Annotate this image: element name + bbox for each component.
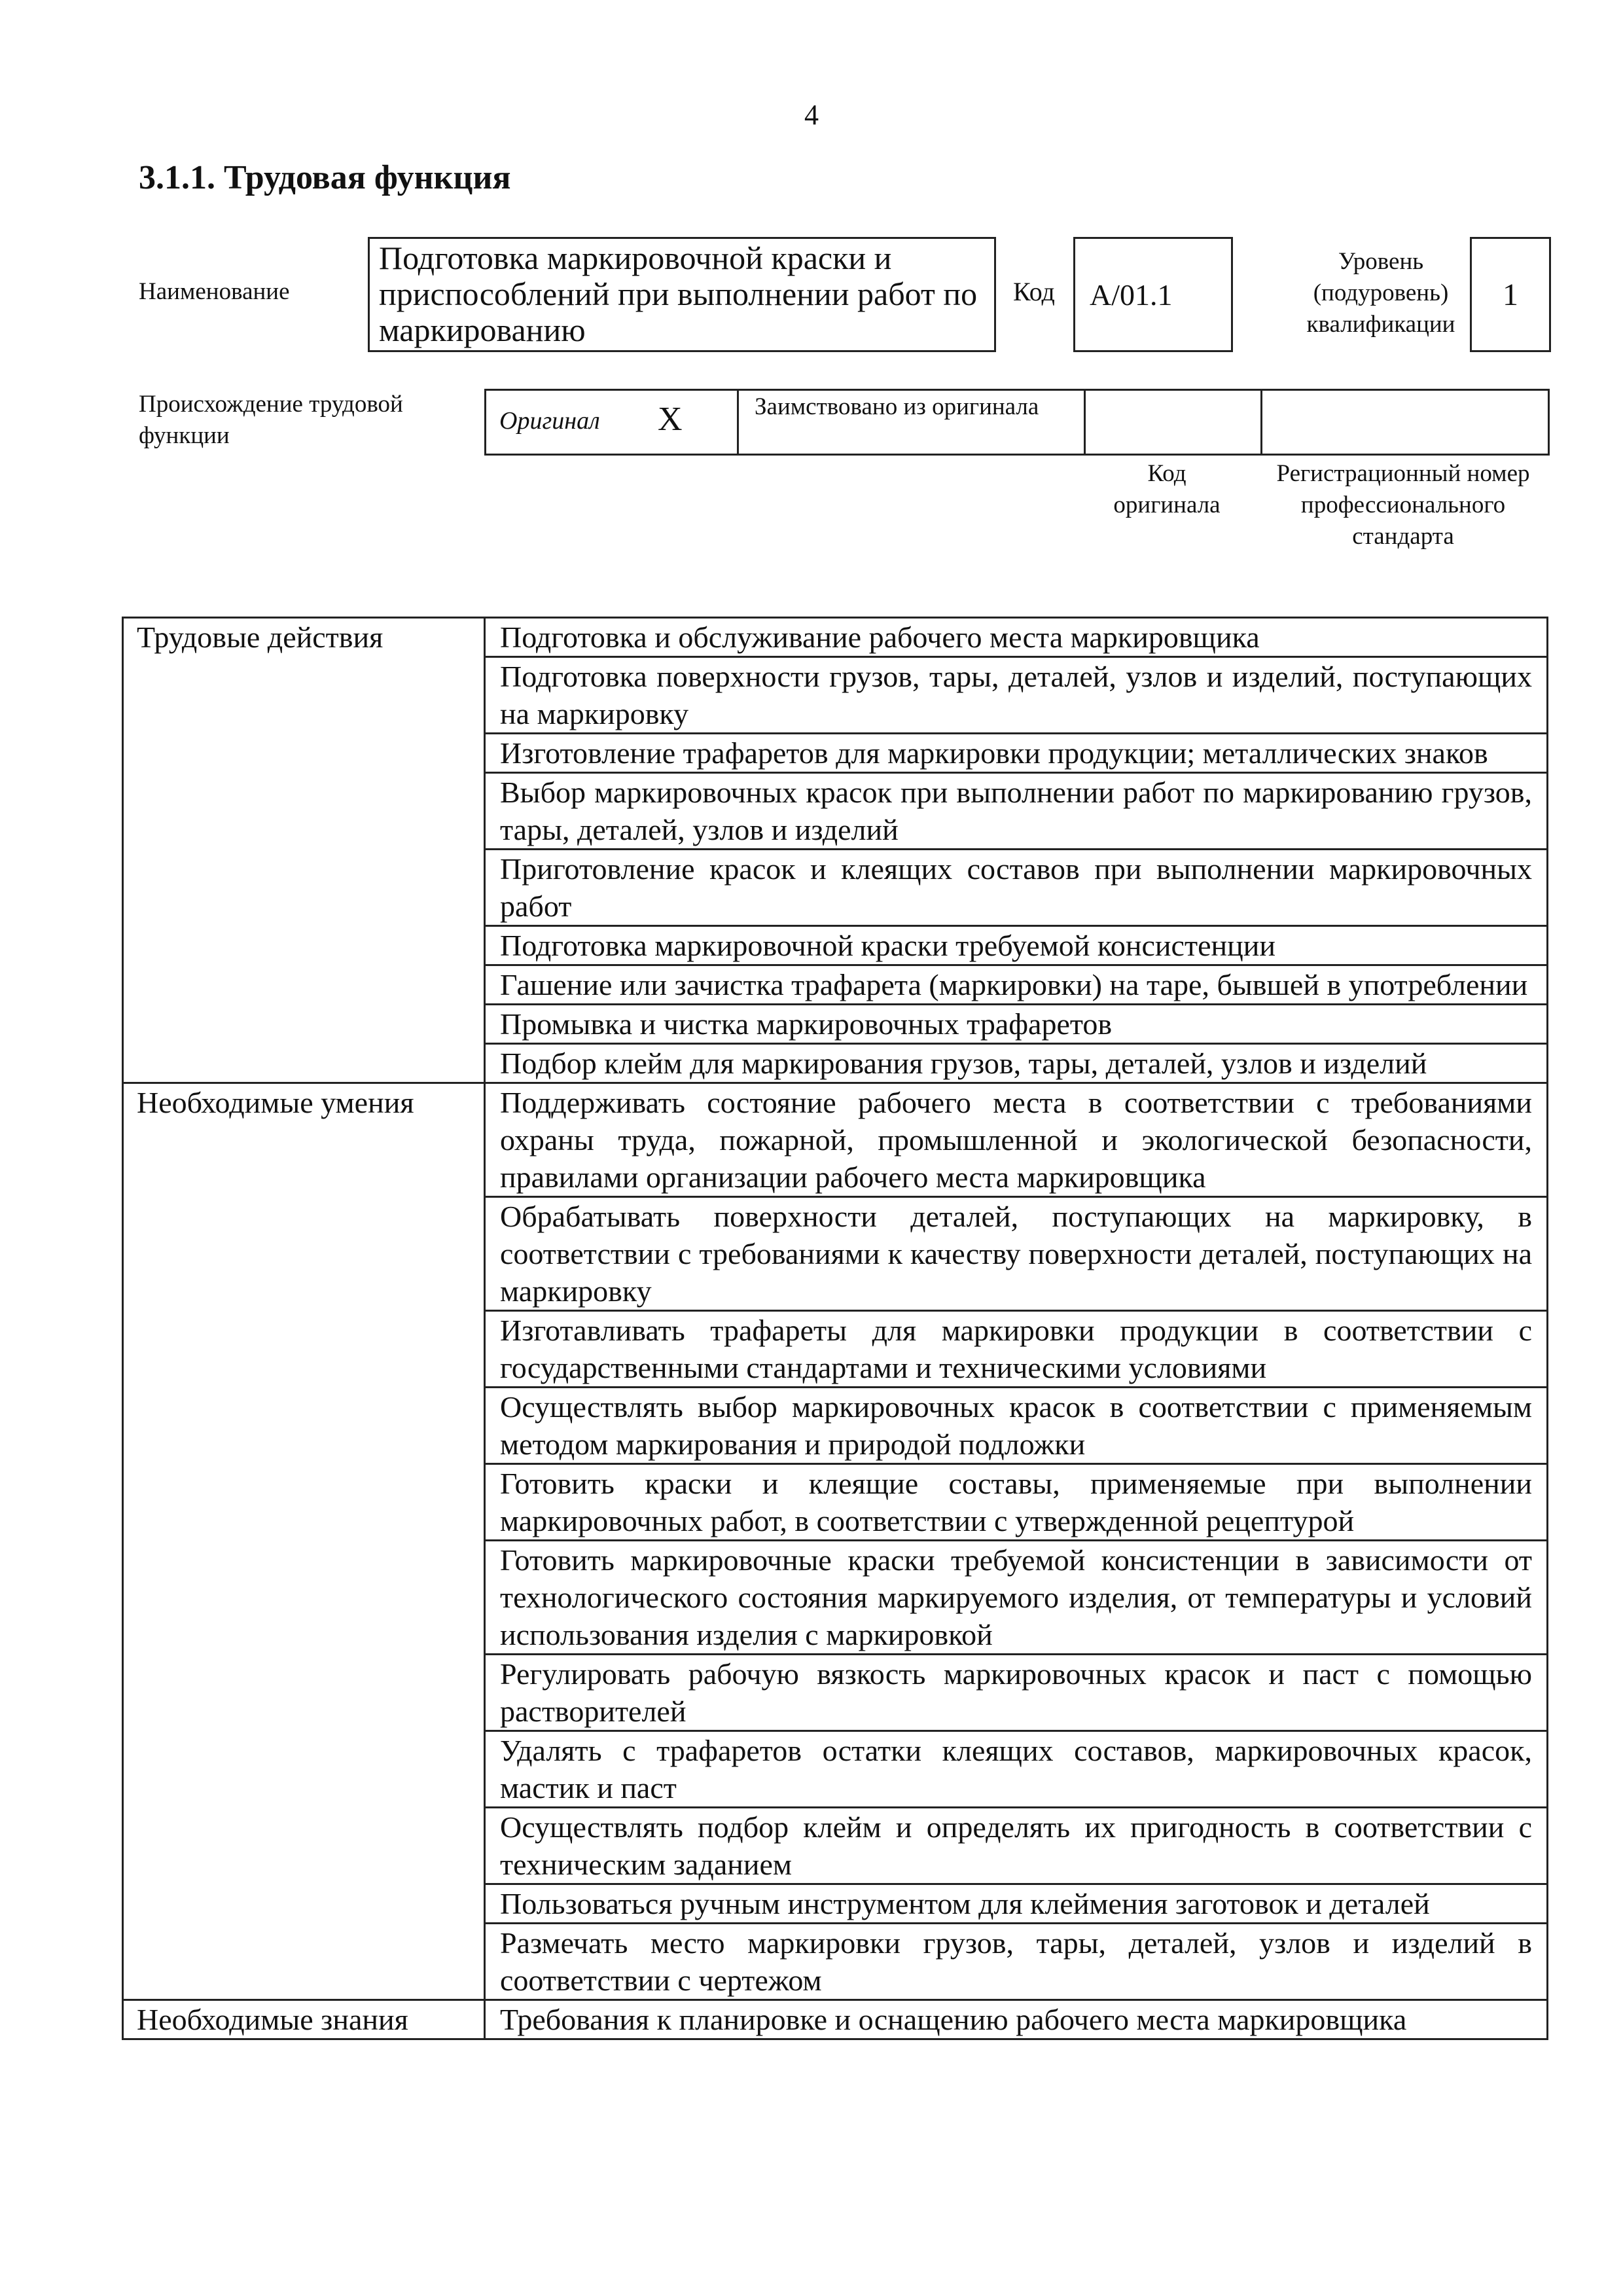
origin-reg-caption: Регистрационный номер профессионального стандарта xyxy=(1276,460,1530,550)
table-cell: Размечать место маркировки грузов, тары, деталей, узлов и изделий в соответствии с чертежом xyxy=(485,1924,1548,2000)
section-header-skills: Необходимые умения xyxy=(123,1083,485,2000)
origin-mark: X xyxy=(658,401,683,438)
table-cell: Гашение или зачистка трафарета (маркировки) на таре, бывшей в употреблении xyxy=(485,965,1548,1005)
origin-code-cell xyxy=(1086,391,1262,454)
origin-table xyxy=(484,389,1550,456)
name-label: Наименование xyxy=(139,278,290,305)
table-cell: Осуществлять выбор маркировочных красок в соответствии с применяемым методом маркирования и природой подложки xyxy=(485,1388,1548,1464)
origin-original-cell xyxy=(486,391,739,454)
table-cell: Пользоваться ручным инструментом для клеймения заготовок и деталей xyxy=(485,1884,1548,1924)
table-cell: Изготавливать трафареты для маркировки продукции в соответствии с государственными стандартами и техническими условиями xyxy=(485,1311,1548,1388)
table-cell: Удалять с трафаретов остатки клеящих составов, маркировочных красок, мастик и паст xyxy=(485,1731,1548,1808)
table-cell: Готовить краски и клеящие составы, применяемые при выполнении маркировочных работ, в соответствии с утвержденной рецептурой xyxy=(485,1464,1548,1541)
origin-reg-cell xyxy=(1262,391,1548,454)
table-cell: Подготовка поверхности грузов, тары, деталей, узлов и изделий, поступающих на маркировку xyxy=(485,657,1548,734)
table-row xyxy=(123,618,1548,657)
origin-label xyxy=(139,389,473,452)
origin-label-text: Происхождение трудовой функции xyxy=(139,391,403,449)
origin-borrowed-cell: Заимствовано из оригинала xyxy=(739,391,1086,454)
origin-original-label: Оригинал xyxy=(499,407,600,435)
table-cell: Обрабатывать поверхности деталей, поступающих на маркировку, в соответствии с требованиями к качеству поверхности деталей, поступающих на маркировку xyxy=(485,1197,1548,1311)
table-cell: Промывка и чистка маркировочных трафаретов xyxy=(485,1005,1548,1044)
page-number: 4 xyxy=(804,99,819,131)
table-row xyxy=(123,2000,1548,2039)
table-cell: Поддерживать состояние рабочего места в соответствии с требованиями охраны труда, пожарной, промышленной и экологической безопасности, правилами организации рабочего места маркировщика xyxy=(485,1083,1548,1197)
code-label: Код xyxy=(1013,277,1055,306)
table-cell: Изготовление трафаретов для маркировки продукции; металлических знаков xyxy=(485,734,1548,773)
table-cell: Подбор клейм для маркирования грузов, тары, деталей, узлов и изделий xyxy=(485,1044,1548,1083)
origin-code-caption-text: Код оригинала xyxy=(1113,460,1221,518)
level-label-text: Уровень (подуровень) квалификации xyxy=(1306,248,1455,338)
table-cell: Подготовка маркировочной краски требуемой консистенции xyxy=(485,926,1548,965)
table-cell: Готовить маркировочные краски требуемой консистенции в зависимости от технологического состояния маркируемого изделия, от температуры и условий использования изделия с маркировкой xyxy=(485,1541,1548,1655)
table-cell: Выбор маркировочных красок при выполнении работ по маркированию грузов, тары, деталей, узлов и изделий xyxy=(485,773,1548,850)
table-cell: Приготовление красок и клеящих составов при выполнении маркировочных работ xyxy=(485,850,1548,926)
table-cell: Подготовка и обслуживание рабочего места маркировщика xyxy=(485,618,1548,657)
code-value-box: A/01.1 xyxy=(1073,237,1233,352)
section-header-actions: Трудовые действия xyxy=(123,618,485,1083)
table-cell: Осуществлять подбор клейм и определять их пригодность в соответствии с техническим заданием xyxy=(485,1808,1548,1884)
table-cell: Регулировать рабочую вязкость маркировочных красок и паст с помощью растворителей xyxy=(485,1655,1548,1731)
table-cell: Требования к планировке и оснащению рабочего места маркировщика xyxy=(485,2000,1548,2039)
function-name-box: Подготовка маркировочной краски и приспособлений при выполнении работ по маркированию xyxy=(368,237,996,352)
section-header-knowledge: Необходимые знания xyxy=(123,2000,485,2039)
functions-table xyxy=(122,617,1548,2040)
origin-code-caption xyxy=(1079,458,1255,521)
section-title: 3.1.1. Трудовая функция xyxy=(139,159,511,196)
table-row xyxy=(123,1083,1548,1197)
level-value-box: 1 xyxy=(1470,237,1551,352)
